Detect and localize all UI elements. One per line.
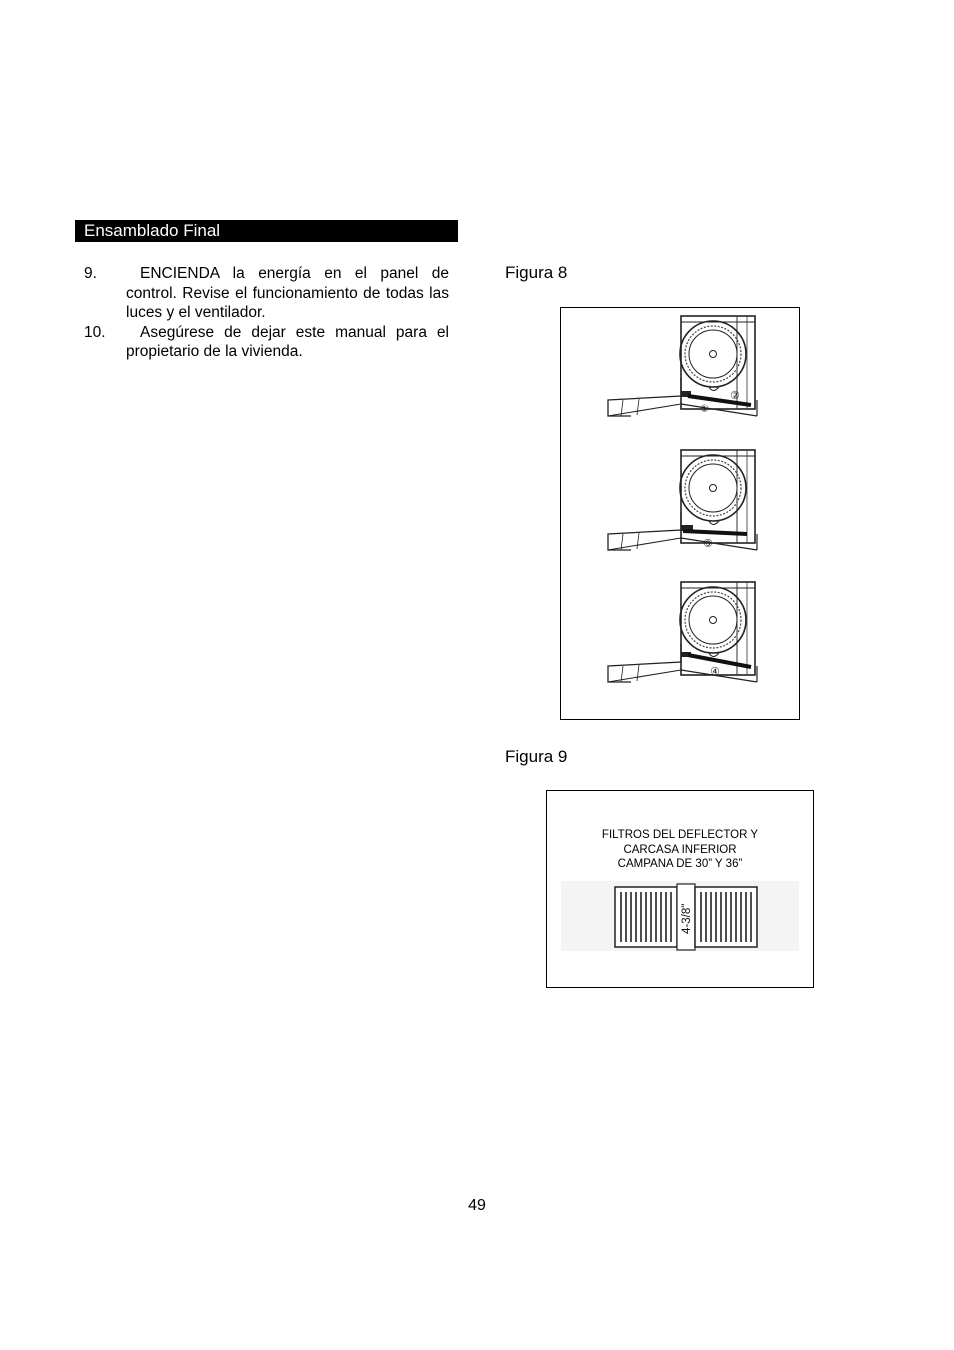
section-title: Ensamblado Final xyxy=(84,221,221,240)
figure8-label: Figura 8 xyxy=(505,263,568,282)
figure9-caption-line: CAMPANA DE 30” Y 36” xyxy=(617,858,743,870)
dimension-label: 4-3/8" xyxy=(681,903,693,934)
steps-list xyxy=(84,264,449,362)
step-number: 9. xyxy=(84,265,97,282)
blower-diagram-1 xyxy=(608,316,757,416)
marker-4: ④ xyxy=(710,665,720,678)
figure8-frame xyxy=(560,307,800,720)
step-number: 10. xyxy=(84,323,106,341)
step-item xyxy=(84,264,449,323)
blower-diagram-2 xyxy=(608,450,757,550)
marker-1: ① xyxy=(700,404,709,415)
figure9-caption-line: CARCASA INFERIOR xyxy=(623,843,737,856)
figure9-caption-line: FILTROS DEL DEFLECTOR Y xyxy=(601,829,759,841)
blower-diagram-3 xyxy=(608,582,757,682)
marker-2: ② xyxy=(730,389,740,402)
section-heading xyxy=(75,220,458,242)
figure9-label: Figura 9 xyxy=(505,747,568,766)
marker-3: ③ xyxy=(703,537,713,550)
filter-diagram xyxy=(547,791,815,989)
step-text: ENCIENDA la energía en el panel de control. Revise el funcionamiento de todas las luces y el ventilador. xyxy=(126,265,449,321)
step-item xyxy=(84,323,449,362)
figure8-illustration xyxy=(561,308,801,721)
step-text: Asegúrese de dejar este manual para el propietario de la vivienda. xyxy=(126,323,449,360)
page-number: 49 xyxy=(468,1197,486,1214)
section-underline xyxy=(75,241,458,242)
figure9-frame xyxy=(546,790,814,988)
